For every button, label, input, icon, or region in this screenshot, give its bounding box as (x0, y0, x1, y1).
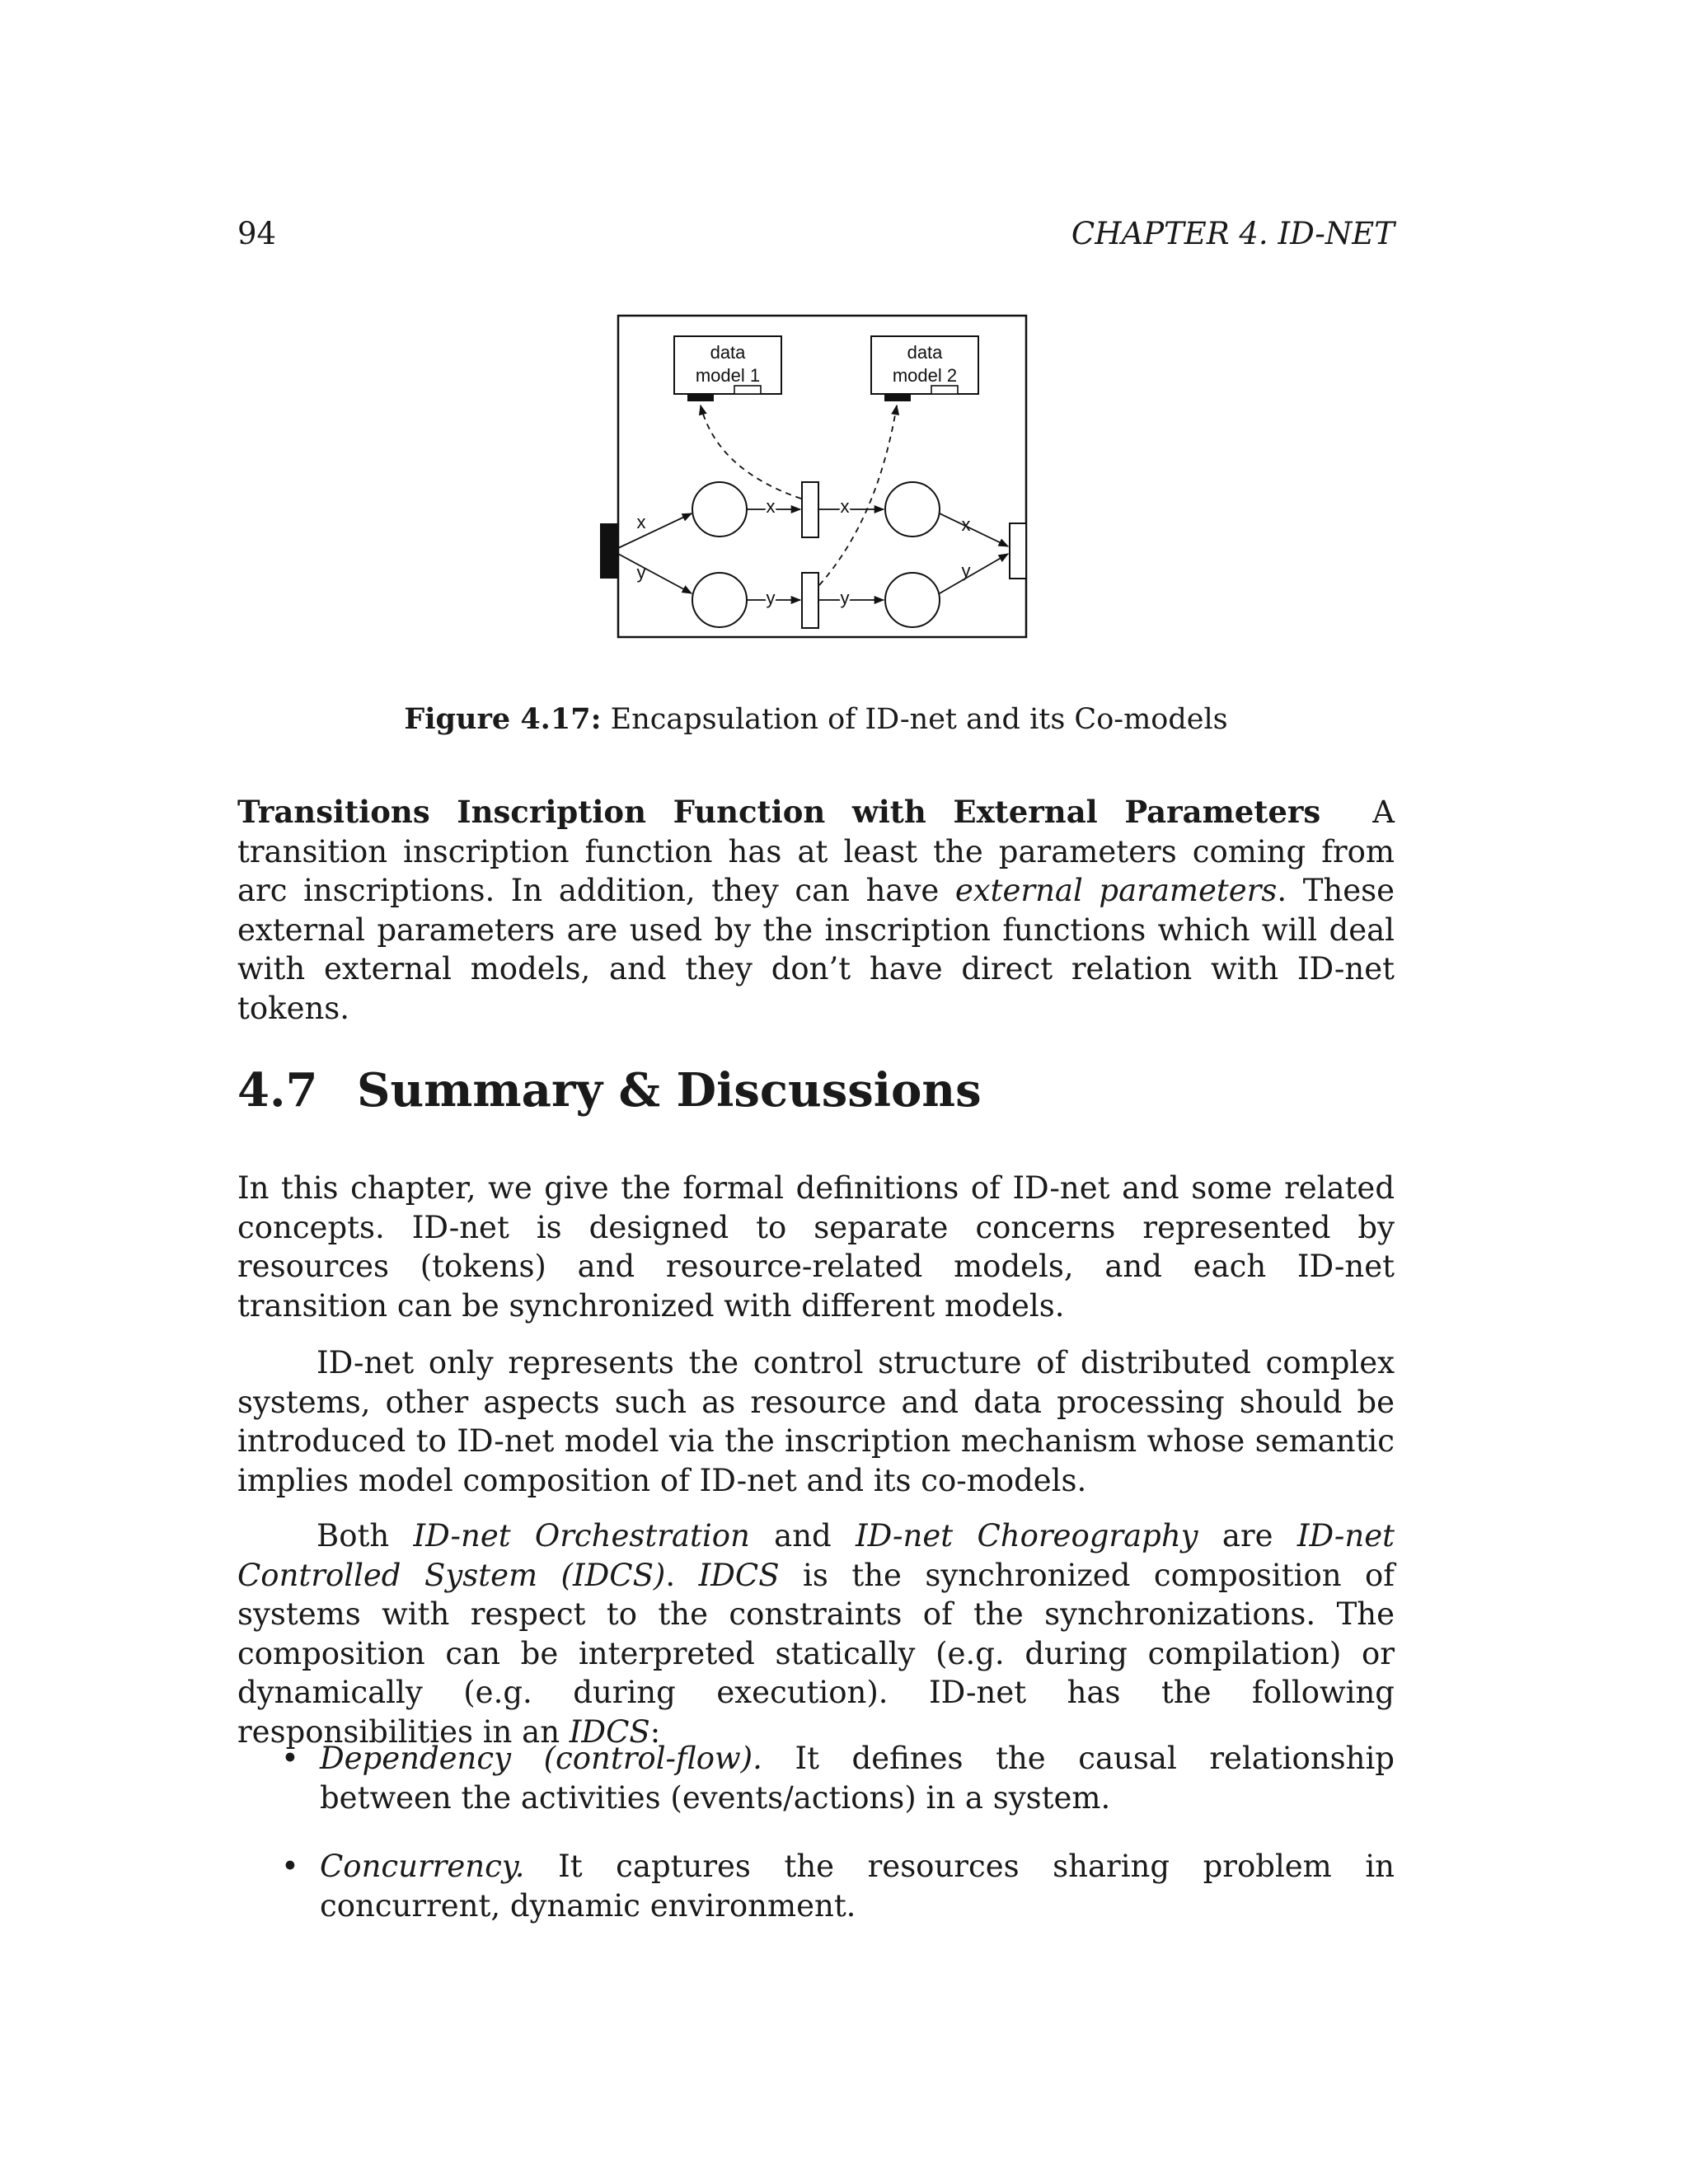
figure-diagram (593, 313, 1055, 659)
p3-emph-idcs-2: IDCS (569, 1713, 650, 1750)
input-port (600, 523, 618, 579)
transition-top (802, 482, 818, 537)
p3-emph-orchestration: ID-net Orchestration (413, 1518, 750, 1554)
arc-label-y-2: y (840, 588, 850, 608)
figure-idnet-encapsulation (593, 313, 1055, 659)
figure-caption (237, 702, 1395, 736)
p3-text-4: . (665, 1557, 699, 1593)
summary-paragraph-2: ID-net only represents the control structure of distributed complex systems, other aspects such as resource and data processing should be introduced to ID-net model via the inscription mechanism whose semantic implies model composition of ID-net and its co-models. (237, 1345, 1395, 1498)
data-model-2-port-filled (884, 394, 911, 401)
p3-text-5: is the synchronized composition of systems with respect to the constraints of the synchronizations. The composition can be interpreted statically (e.g. during compilation) or dynamically (e.g. during execution). ID-net has the following responsibilities in an (237, 1557, 1395, 1750)
p3-text-6: : (649, 1713, 661, 1750)
p3-text-1: Both (316, 1518, 414, 1554)
arc-label-x-out: x (961, 514, 971, 535)
section-title-text: Summary & Discussions (357, 1063, 982, 1118)
arc-port-to-bottom-left (618, 554, 692, 593)
output-port (1010, 523, 1026, 579)
place-top-left (692, 482, 747, 537)
arc-port-to-top-left (618, 513, 692, 548)
section-number: 4.7 (237, 1063, 318, 1118)
paragraph-text-a: A transition inscription function has at least the parameters coming from arc inscriptions. In addition, they can have (237, 794, 1395, 908)
arc-label-y-in: y (636, 562, 646, 583)
bullet-dot: • (281, 1849, 299, 1884)
responsibilities-list (237, 1739, 1395, 1955)
arc-label-x-2: x (840, 496, 850, 517)
bullet-text: It captures the resources sharing problem in concurrent, dynamic environment. (320, 1849, 1395, 1924)
list-item (237, 1739, 1395, 1817)
data-model-1-port-filled (687, 394, 714, 401)
arc-bottom-right-to-port (940, 554, 1008, 593)
p3-text-2: and (749, 1518, 856, 1554)
transition-bottom (802, 573, 818, 628)
arc-label-y-out: y (961, 560, 971, 581)
page-header (237, 216, 1395, 257)
data-model-1-label-line1: data (710, 342, 746, 363)
summary-paragraph-3 (237, 1516, 1395, 1751)
summary-paragraph-1: In this chapter, we give the formal definitions of ID-net and some related concepts. ID-net is designed to separate concerns represented by resources (tokens) and resource-related models, and each ID-net transition can be synchronized with different models. (237, 1170, 1395, 1324)
bullet-term: Concurrency. (320, 1849, 525, 1884)
arc-top-right-to-port (940, 513, 1008, 546)
data-model-2-port-empty (931, 386, 958, 394)
data-model-2-label-line2: model 2 (892, 365, 958, 386)
arc-label-x-1: x (766, 496, 776, 517)
list-item (237, 1847, 1395, 1925)
data-model-2-label-line1: data (907, 342, 943, 363)
p3-emph-idcs-full: ID-net Controlled System (IDCS) (237, 1518, 1395, 1593)
p3-emph-idcs: IDCS (698, 1557, 780, 1593)
bullet-dot: • (281, 1741, 299, 1776)
section-heading (237, 1063, 982, 1118)
paragraph-text-b: . These external parameters are used by the inscription functions which will deal with external models, and they don’t have direct relation with ID-net tokens. (237, 873, 1395, 1026)
arc-label-y-1: y (766, 588, 776, 608)
page-number: 94 (237, 216, 277, 251)
bullet-text: It defines the causal relationship between the activities (events/actions) in a system. (320, 1741, 1395, 1816)
transitions-paragraph (237, 793, 1395, 1028)
place-bottom-right (885, 573, 940, 627)
data-model-1-label-line2: model 1 (695, 365, 761, 386)
figure-caption-text: Encapsulation of ID-net and its Co-models (610, 703, 1228, 736)
sync-arc-to-data-model-2 (819, 405, 897, 585)
place-top-right (885, 482, 940, 537)
p3-emph-choreography: ID-net Choreography (856, 1518, 1198, 1554)
bullet-term: Dependency (control-flow). (320, 1741, 762, 1776)
figure-caption-label: Figure 4.17: (404, 702, 602, 736)
data-model-1-port-empty (734, 386, 761, 394)
arc-label-x-in: x (636, 512, 646, 532)
paragraph-heading: Transitions Inscription Function with External Parameters (237, 794, 1321, 830)
p3-text-3: are (1198, 1518, 1297, 1554)
place-bottom-left (692, 573, 747, 627)
running-chapter-title: CHAPTER 4. ID-NET (1071, 216, 1395, 251)
paragraph-emphasis: external parameters (954, 873, 1278, 908)
